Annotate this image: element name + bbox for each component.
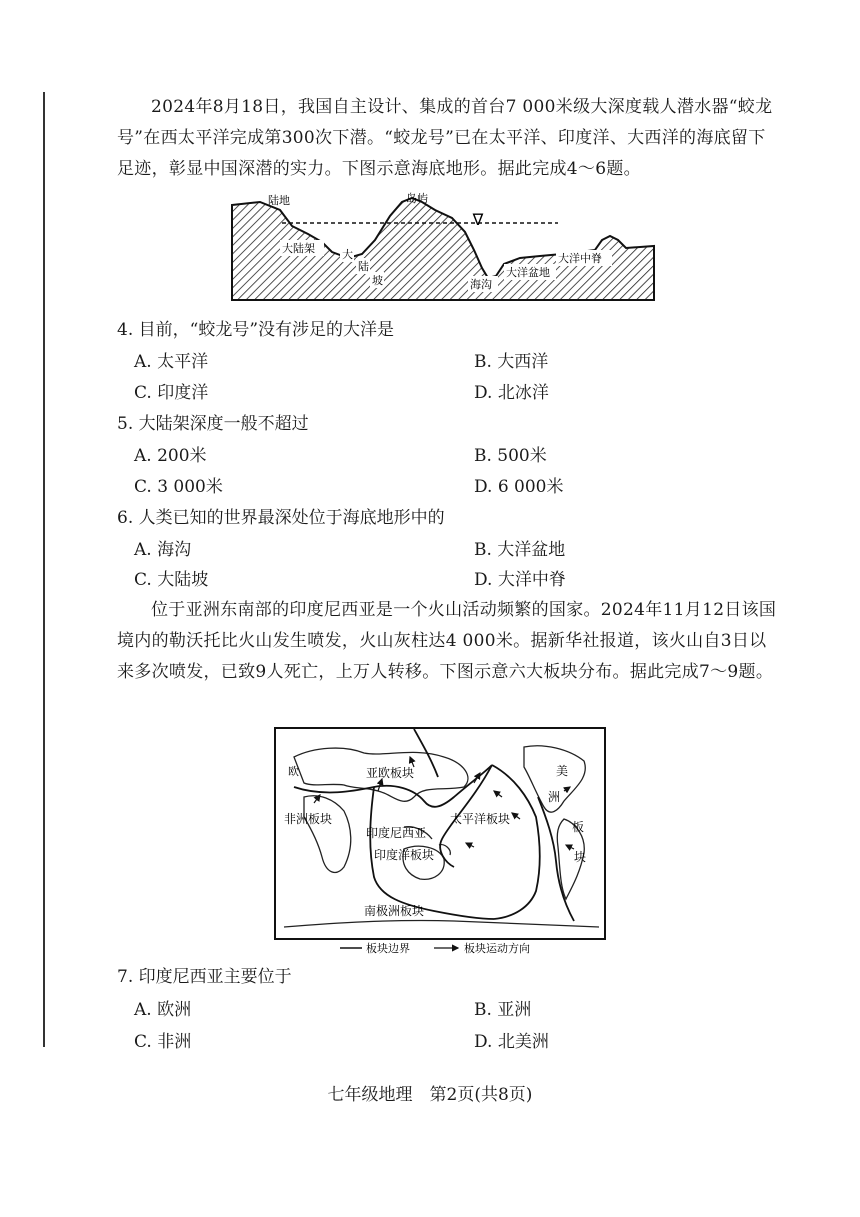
legend-boundary-label: 板块边界 [366,942,410,955]
map-label-american-3: 板 [572,820,585,834]
label-ocean-basin: 大洋盆地 [506,266,550,279]
map-label-american-4: 块 [574,850,587,864]
map-label-african-plate: 非洲板块 [284,812,333,826]
label-slope-3: 坡 [372,274,383,287]
passage-2: 位于亚洲东南部的印度尼西亚是一个火山活动频繁的国家。2024年11月12日该国境内的勒沃托比火山发生喷发，火山灰柱达4 000米。据新华社报道，该火山自3日以来多次喷发，已致9人死亡，上万人转移。下图示意六大板块分布。据此完成7～9题。 [117,600,777,682]
question-5-option-c[interactable]: C. 3 000米 [134,477,223,497]
question-4-option-c[interactable]: C. 印度洋 [134,383,209,403]
map-label-american-1: 美 [556,764,569,778]
question-7-option-b[interactable]: B. 亚洲 [474,1000,532,1020]
map-label-europe-fragment: 欧 [288,765,299,778]
question-6-stem: 6. 人类已知的世界最深处位于海底地形中的 [117,508,445,528]
legend-direction-label: 板块运动方向 [464,942,530,955]
question-7-option-c[interactable]: C. 非洲 [134,1032,192,1052]
binding-margin-line [43,92,45,1047]
question-7-option-a[interactable]: A. 欧洲 [134,1000,192,1020]
label-land: 陆地 [268,194,290,207]
map-label-pacific-plate: 太平洋板块 [450,812,511,826]
question-6-option-c[interactable]: C. 大陆坡 [134,570,209,590]
question-6-option-a[interactable]: A. 海沟 [134,540,192,560]
map-frame [275,728,605,939]
label-island: 岛屿 [406,192,428,205]
label-continental-shelf: 大陆架 [282,242,315,255]
map-label-antarctic-plate: 南极洲板块 [364,904,425,918]
question-5-option-d[interactable]: D. 6 000米 [474,477,564,497]
label-slope-2: 陆 [358,260,369,273]
sea-level-symbol: ∇ [472,210,484,229]
label-mid-ocean-ridge: 大洋中脊 [558,252,602,265]
map-label-eurasian-plate: 亚欧板块 [366,766,415,780]
question-4-stem: 4. 目前，“蛟龙号”没有涉足的大洋是 [117,320,395,340]
map-label-american-2: 洲 [548,790,561,804]
seafloor-profile-figure [230,188,656,304]
question-5-stem: 5. 大陆架深度一般不超过 [117,414,309,434]
passage-1: 2024年8月18日，我国自主设计、集成的首台7 000米级大深度载人潜水器“蛟龙号”在西太平洋完成第300次下潜。“蛟龙号”已在太平洋、印度洋、大西洋的海底留下足迹，彰显中国深潜的实力。下图示意海底地形。据此完成4～6题。 [117,97,773,179]
plates-map-figure [274,727,608,955]
question-4-option-a[interactable]: A. 太平洋 [134,352,209,372]
question-5-option-b[interactable]: B. 500米 [474,446,547,466]
question-4-option-b[interactable]: B. 大西洋 [474,352,549,372]
label-trench: 海沟 [470,278,492,291]
question-4-option-d[interactable]: D. 北冰洋 [474,383,549,403]
label-slope-1: 大 [342,248,353,261]
question-5-option-a[interactable]: A. 200米 [134,446,207,466]
page-footer: 七年级地理 第2页(共8页) [327,1085,533,1105]
map-label-indonesia: 印度尼西亚 [366,826,427,840]
question-6-option-d[interactable]: D. 大洋中脊 [474,570,566,590]
question-7-stem: 7. 印度尼西亚主要位于 [117,967,292,987]
map-label-indian-ocean-plate: 印度洋板块 [374,848,435,862]
question-7-option-d[interactable]: D. 北美洲 [474,1032,549,1052]
question-6-option-b[interactable]: B. 大洋盆地 [474,540,566,560]
